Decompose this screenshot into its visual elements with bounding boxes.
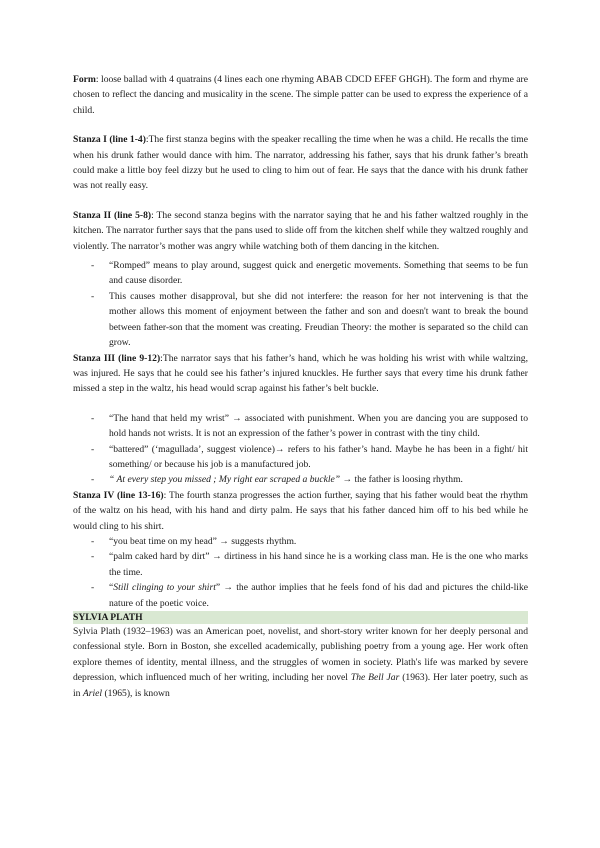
list-item-text: “battered” (‘magullada’, suggest violence)→ refers to his father’s hand. Maybe he has been in a fight/ hit something/ or because his job is a manufactured job. [109,443,528,470]
book-title: Ariel [82,687,103,699]
stanza3-bullet-list [73,411,528,488]
plath-text: (1965), is known [102,687,170,699]
plath-paragraph [73,624,528,701]
stanza1-paragraph [73,132,528,194]
list-item-text: “The hand that held my wrist” → associated with punishment. When you are dancing you are supposed to hold hands not wrists. It is not an expression of the father’s power in contrast with the tiny child. [109,412,528,440]
stanza1-label: Stanza I (line 1-4) [73,134,146,146]
list-item [109,442,528,473]
stanza2-text: : The second stanza begins with the narrator saying that he and his father waltzed roughly in the kitchen. The narrator further says that the pans used to slide off from the kitchen shelf while they waltzed roughly and violently. The narrator’s mother was angry while watching both of them dancing in the kitchen. [73,209,528,252]
list-item-text: ” → the author implies that he feels fond of his dad and pictures the child-like nature of the poetic voice. [109,582,528,609]
stanza2-bullet-list [73,258,528,350]
stanza4-bullet-list [73,534,528,611]
form-paragraph [73,72,528,118]
list-item: - This causes mother disapproval, but she did not interfere: the reason for her not intervening is that the mother allows this moment of enjoyment between the father and son and doesn't want to break the bound between father-son that the moment was creating. Freudian Theory: the mother is separated so the child can grow. [109,289,528,351]
list-item [109,534,528,549]
list-item-text: → the father is loosing rhythm. [340,474,463,486]
quoted-lines: Still clinging to your shirt [113,582,216,594]
stanza1-text: :The first stanza begins with the speaker recalling the time when he was a child. He recalls the time when his drunk father would dance with him. The narrator, addressing his father, says that his drunk father’s breath could make a little boy feel dizzy but he used to cling to him out of fear. He says that the dance with his drunk father was not really easy. [73,134,529,192]
form-text: : loose ballad with 4 quatrains (4 lines each one rhyming ABAB CDCD EFEF GHGH). The form and rhyme are chosen to reflect the dancing and musicality in the scene. The simple patter can be used to express the experience of a child. [73,74,528,116]
stanza4-text: : The fourth stanza progresses the action further, saying that his father would beat the rhythm of the waltz on his head, with his hand and dirty palm. He says that his father danced him off to his bed while he would cling to his shirt. [73,489,528,532]
plath-text: (1963). Her later poetry, such as in [73,672,528,699]
stanza2-paragraph [73,208,528,254]
list-item: - “Romped” means to play around, suggest quick and energetic movements. Something that seems to be fun and cause disorder. [109,258,528,289]
stanza2-label: Stanza II (line 5-8) [73,209,152,221]
list-item-text: “palm caked hard by dirt” → dirtiness in his hand since he is a working class man. He is the one who marks the time. [109,551,528,578]
stanza4-paragraph [73,488,528,534]
list-item [109,411,528,442]
stanza4-label: Stanza IV (line 13-16) [73,489,164,501]
open-quote: “ [109,582,114,594]
list-item [109,472,528,487]
book-title: The Bell Jar [350,672,400,684]
plath-text: Sylvia Plath (1932–1963) was an American poet, novelist, and short-story writer known for her deeply personal and confessional style. Born in Boston, she excelled academically, publishing poetry from a young age. Her work often explore themes of identity, mental illness, and the struggles of women in society. Plath's life was marked by severe depression, which influenced much of her writing, including her novel [73,626,528,684]
form-label: Form [73,74,96,85]
list-item-text: “you beat time on my head” → suggests rhythm. [109,535,297,547]
stanza3-paragraph [73,351,528,397]
section-heading-sylvia-plath: SYLVIA PLATH [73,611,528,624]
quoted-lines: “ At every step you missed ; My right ear scraped a buckle” [109,474,341,486]
stanza3-text: :The narrator says that his father’s hand, which he was holding his wrist with while waltzing, was injured. He says that he could see his father’s injured knuckles. He further says that every time his drunk father missed a step in the waltz, his head would scrap against his father’s belt buckle. [73,352,529,395]
stanza3-label: Stanza III (line 9-12) [73,352,161,364]
list-item [109,549,528,580]
list-item [109,580,528,611]
